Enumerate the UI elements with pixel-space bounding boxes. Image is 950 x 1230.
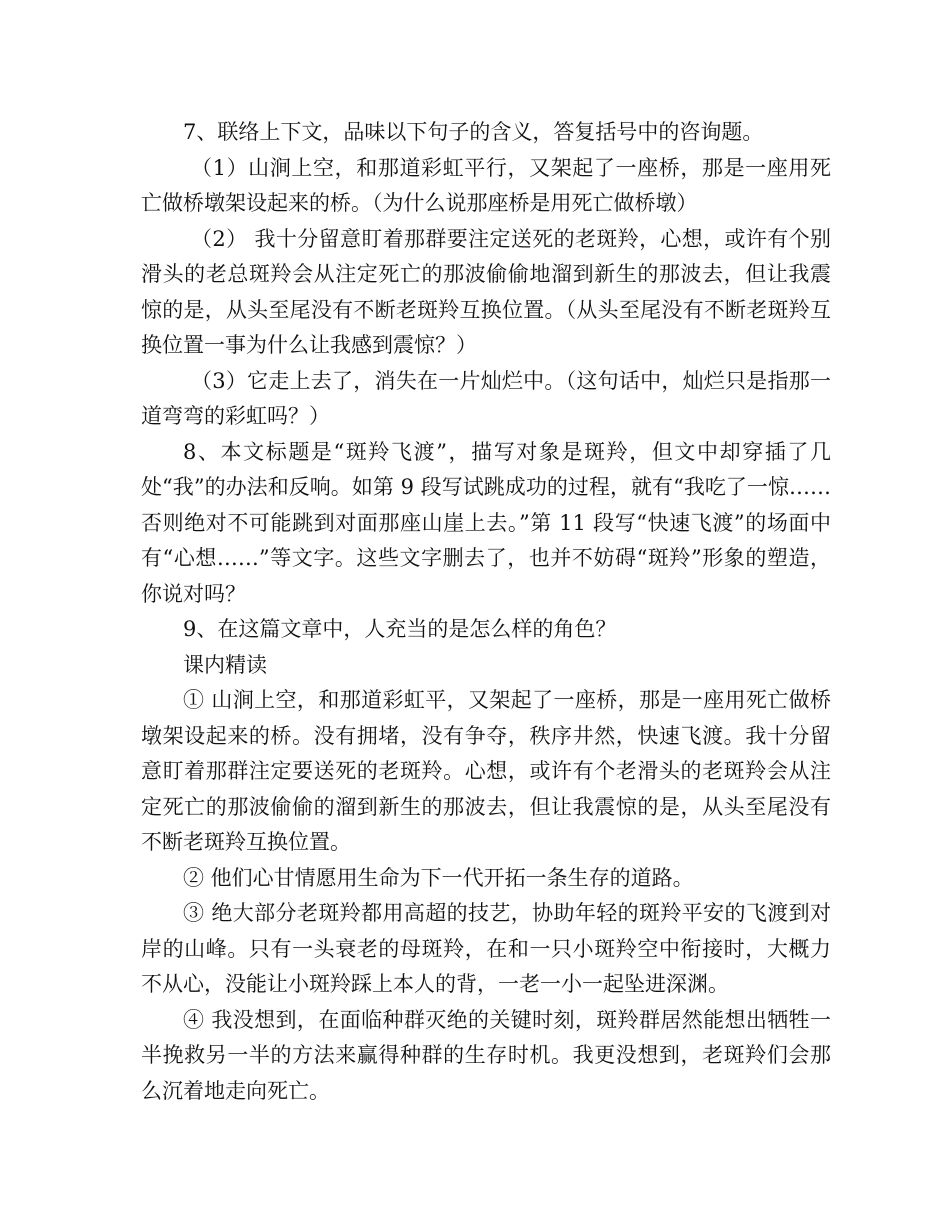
question-7: 7、联络上下文，品味以下句子的含义，答复括号中的咨询题。	[183, 120, 764, 144]
question-7-part-2: （2） 我十分留意盯着那群要注定送死的老斑羚，心想，或许有个别滑头的老总斑羚会从注定死亡的那波偷偷地溜到新生的那波去，但让我震惊的是，从头至尾没有不断老斑羚互换位置。（从头至尾没有不断老斑羚互换位置一事为什么让我感到震惊？）	[141, 226, 831, 357]
passage-paragraph-2: ② 他们心甘情愿用生命为下一代开拓一条生存的道路。	[183, 865, 694, 890]
question-9: 9、在这篇文章中，人充当的是怎么样的角色？	[183, 617, 617, 641]
passage-paragraph-3: ③ 绝大部分老斑羚都用高超的技艺，协助年轻的斑羚平安的飞渡到对岸的山峰。只有一头衰老的母斑羚，在和一只小斑羚空中衔接时，大概力不从心，没能让小斑羚踩上本人的背，一老一小一起坠进深渊。	[141, 901, 831, 996]
question-7-part-3: （3）它走上去了，消失在一片灿烂中。（这句话中，灿烂只是指那一道弯弯的彩虹吗？）	[141, 368, 831, 428]
document-page	[141, 115, 831, 1109]
question-8: 8、本文标题是“斑羚飞渡”，描写对象是斑羚，但文中却穿插了几处“我”的办法和反响。如第 9 段写试跳成功的过程，就有“我吃了一惊……否则绝对不可能跳到对面那座山崖上去。”第 11 段写“快速飞渡”的场面中有“心想……”等文字。这些文字删去了，也并不妨碍“斑羚”形象的塑造，你说对吗？	[141, 439, 831, 606]
passage-paragraph-1: ① 山涧上空，和那道彩虹平，又架起了一座桥，那是一座用死亡做桥墩架设起来的桥。没有拥堵，没有争夺，秩序井然，快速飞渡。我十分留意盯着那群注定要送死的老斑羚。心想，或许有个老滑头的老斑羚会从注定死亡的那波偷偷的溜到新生的那波去，但让我震惊的是，从头至尾没有不断老斑羚互换位置。	[141, 688, 831, 854]
section-heading: 课内精读	[183, 652, 267, 677]
passage-paragraph-4: ④ 我没想到，在面临种群灭绝的关键时刻，斑羚群居然能想出牺牲一半挽救另一半的方法来赢得种群的生存时机。我更没想到，老斑羚们会那么沉着地走向死亡。	[141, 1007, 831, 1103]
question-7-part-1: （1）山涧上空，和那道彩虹平行，又架起了一座桥，那是一座用死亡做桥墩架设起来的桥。（为什么说那座桥是用死亡做桥墩）	[141, 155, 831, 215]
